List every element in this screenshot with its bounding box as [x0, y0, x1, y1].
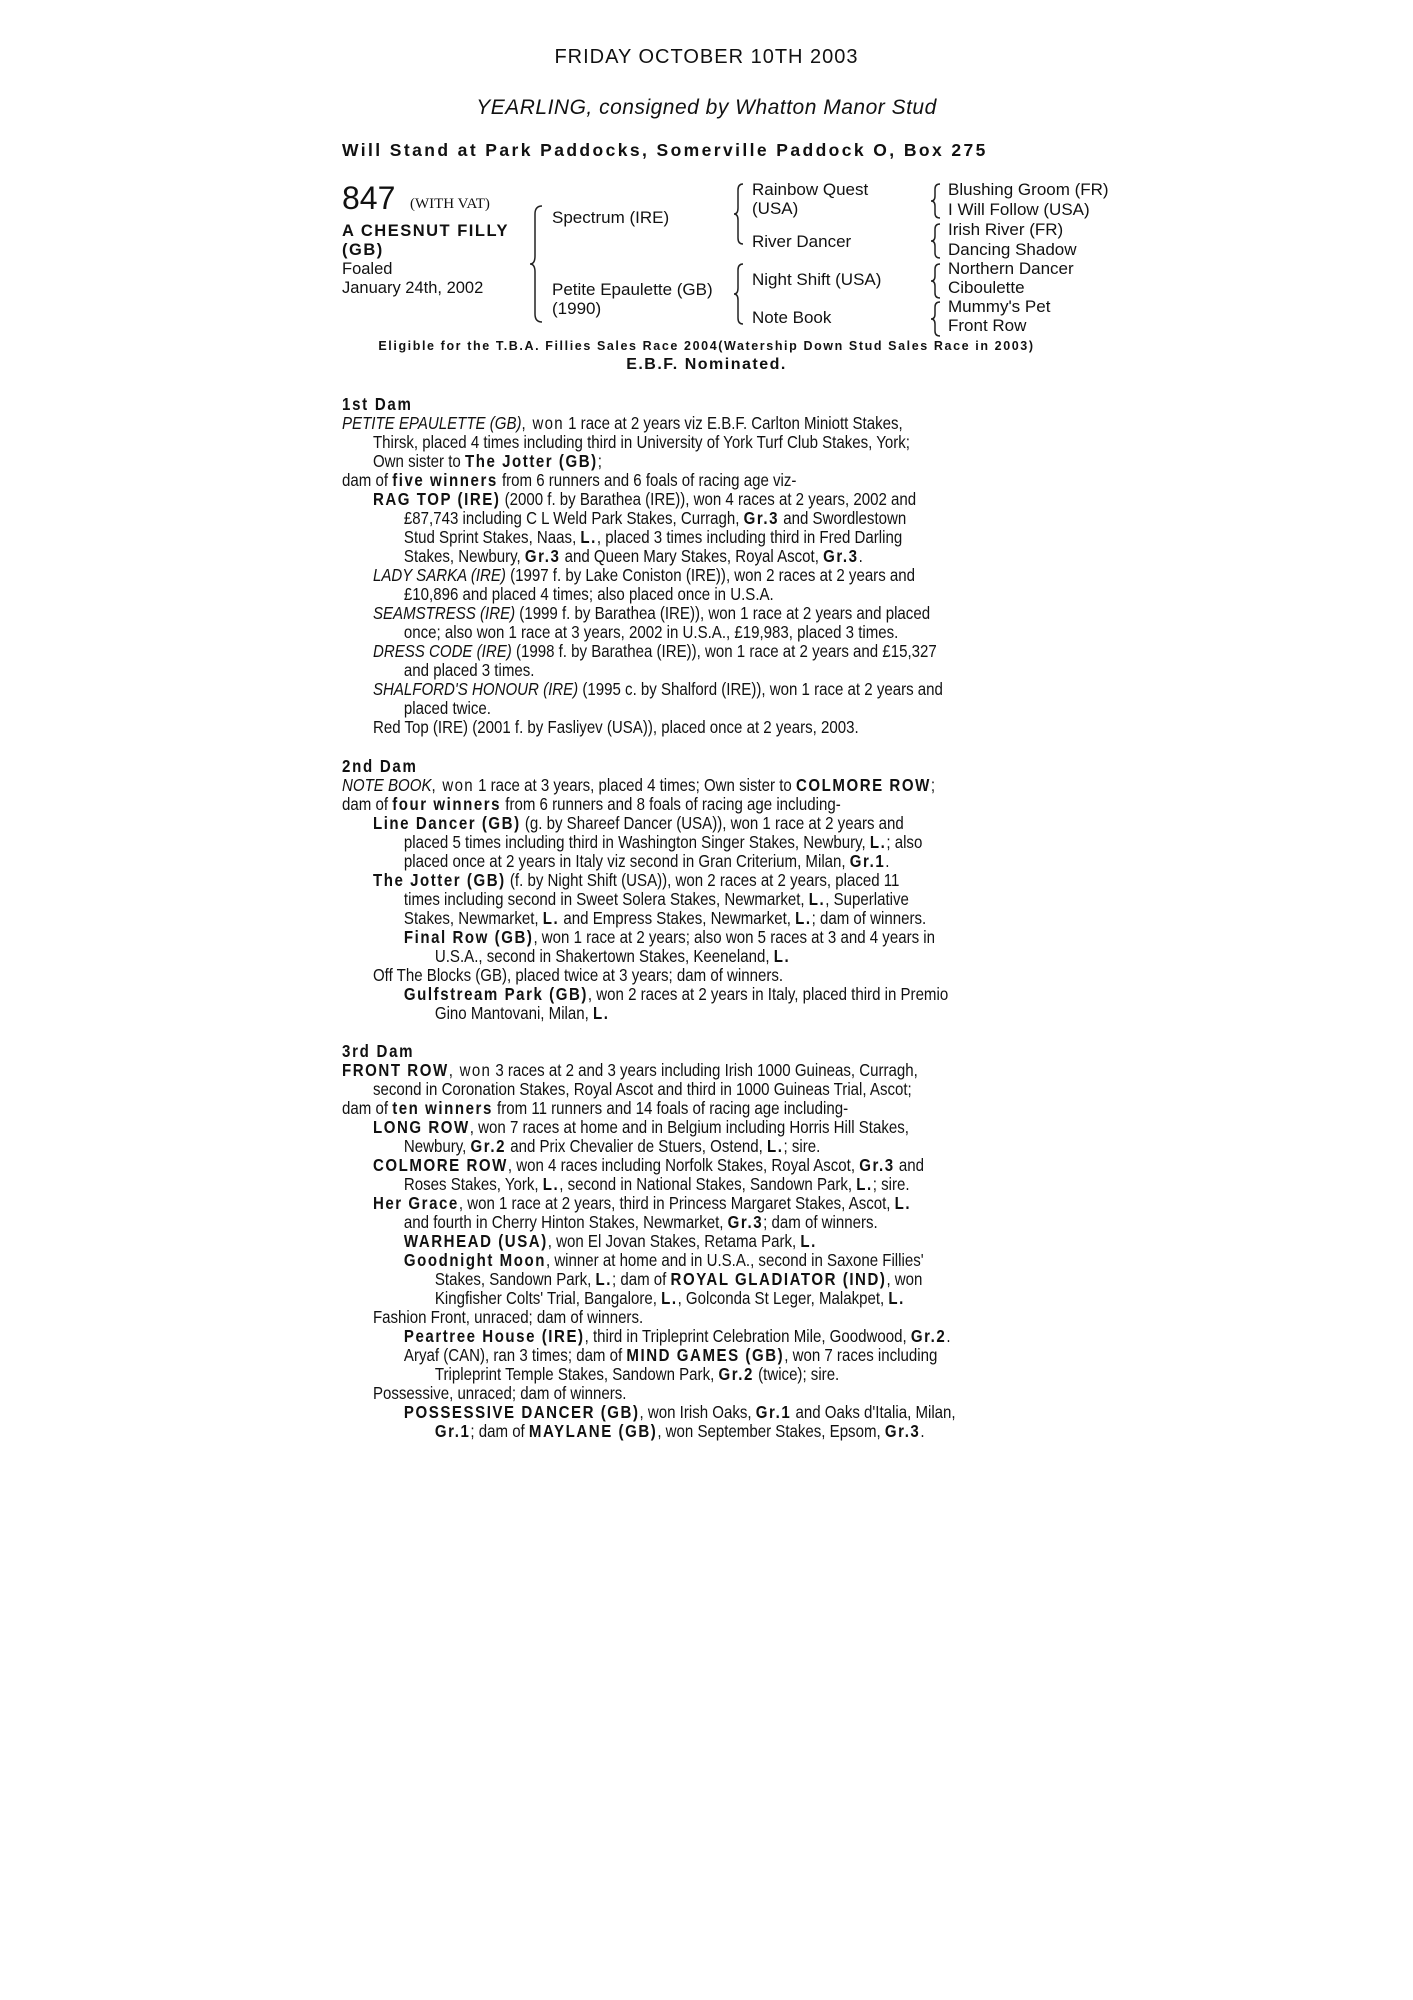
progeny-line: placed once at 2 years in Italy viz second in Gran Criterium, Milan, Gr.1. [403, 851, 890, 871]
pedigree-sire: Spectrum (IRE) [552, 208, 670, 227]
second-dam-section [342, 757, 1073, 1023]
first-dam-section [342, 395, 1073, 737]
second-dam-line: dam of four winners from 6 runners and 8 foals of racing age including- [342, 794, 841, 814]
lot-description [342, 222, 509, 298]
progeny-line: Red Top (IRE) (2001 f. by Fasliyev (USA)), placed once at 2 years, 2003. [372, 717, 859, 737]
second-dam-heading: 2nd Dam [342, 756, 418, 776]
second-dam-line: NOTE BOOK, won 1 race at 3 years, placed 4 times; Own sister to COLMORE ROW; [342, 775, 936, 795]
ebf-note: E.B.F. Nominated. [626, 356, 787, 373]
pedigree-brace-ss [930, 182, 944, 220]
progeny-line: Possessive, unraced; dam of winners. [372, 1383, 627, 1403]
lot-number: 847 [342, 180, 396, 216]
pedigree-brace-ds [930, 262, 944, 300]
pedigree-dam-dam: Note Book [752, 308, 832, 327]
pedigree-dam-name: Petite Epaulette (GB) [552, 280, 713, 299]
sale-date: FRIDAY OCTOBER 10TH 2003 [554, 46, 859, 68]
pedigree-brace-sd [930, 222, 944, 260]
pedigree-dam-brace [733, 262, 747, 326]
progeny-line: WARHEAD (USA), won El Jovan Stakes, Retama Park, L. [403, 1231, 817, 1251]
pedigree-ss-name: Rainbow Quest [752, 180, 869, 199]
progeny-line: and placed 3 times. [403, 660, 535, 680]
pedigree-sds: Irish River (FR) [948, 220, 1064, 239]
first-dam-line: dam of five winners from 6 runners and 6 foals of racing age viz- [342, 470, 797, 490]
progeny-line: Off The Blocks (GB), placed twice at 3 years; dam of winners. [372, 965, 784, 985]
progeny-line: placed twice. [403, 698, 491, 718]
foaled-date: January 24th, 2002 [342, 279, 484, 297]
first-dam-line: Own sister to The Jotter (GB); [372, 451, 602, 471]
progeny-line: Line Dancer (GB) (g. by Shareef Dancer (USA)), won 1 race at 2 years and [372, 813, 904, 833]
first-dam-heading: 1st Dam [342, 394, 413, 414]
progeny-line: and fourth in Cherry Hinton Stakes, Newmarket, Gr.3; dam of winners. [403, 1212, 878, 1232]
first-dam-line: PETITE EPAULETTE (GB), won 1 race at 2 years viz E.B.F. Carlton Miniott Stakes, [342, 413, 903, 433]
pedigree-ss-country: (USA) [752, 199, 799, 218]
third-dam-line: dam of ten winners from 11 runners and 14 foals of racing age including- [342, 1098, 849, 1118]
progeny-line: £10,896 and placed 4 times; also placed once in U.S.A. [403, 584, 774, 604]
first-dam-line: Thirsk, placed 4 times including third in University of York Turf Club Stakes, York; [372, 432, 911, 452]
pedigree-brace-dd [930, 300, 944, 338]
pedigree-dss: Northern Dancer [948, 259, 1074, 278]
progeny-line: LADY SARKA (IRE) (1997 f. by Lake Coniston (IRE)), won 2 races at 2 years and [372, 565, 916, 585]
pedigree-sire-sire [752, 180, 868, 218]
pedigree-dsd: Ciboulette [948, 278, 1025, 297]
pedigree-dam-year: (1990) [552, 299, 602, 318]
progeny-line: Roses Stakes, York, L., second in National Stakes, Sandown Park, L.; sire. [403, 1174, 910, 1194]
pedigree-dam-sire: Night Shift (USA) [752, 270, 882, 289]
progeny-line: Goodnight Moon, winner at home and in U.S.A., second in Saxone Fillies' [403, 1250, 924, 1270]
progeny-line: Stud Sprint Stakes, Naas, L., placed 3 times including third in Fred Darling [403, 527, 903, 547]
progeny-line: SEAMSTRESS (IRE) (1999 f. by Barathea (IRE)), won 1 race at 2 years and placed [372, 603, 931, 623]
third-dam-heading: 3rd Dam [342, 1041, 415, 1061]
progeny-line: Stakes, Newbury, Gr.3 and Queen Mary Stakes, Royal Ascot, Gr.3. [403, 546, 863, 566]
progeny-line: Tripleprint Temple Stakes, Sandown Park, Gr.2 (twice); sire. [434, 1364, 840, 1384]
progeny-line: POSSESSIVE DANCER (GB), won Irish Oaks, Gr.1 and Oaks d'Italia, Milan, [403, 1402, 956, 1422]
progeny-line: U.S.A., second in Shakertown Stakes, Keeneland, L. [434, 946, 791, 966]
progeny-line: RAG TOP (IRE) (2000 f. by Barathea (IRE)), won 4 races at 2 years, 2002 and [372, 489, 917, 509]
foaled-label: Foaled [342, 260, 393, 278]
pedigree-main-brace [530, 204, 550, 324]
progeny-line: Gulfstream Park (GB), won 2 races at 2 years in Italy, placed third in Premio [403, 984, 949, 1004]
progeny-line: Fashion Front, unraced; dam of winners. [372, 1307, 644, 1327]
progeny-line: Gino Mantovani, Milan, L. [434, 1003, 610, 1023]
progeny-line: placed 5 times including third in Washington Singer Stakes, Newbury, L.; also [403, 832, 923, 852]
pedigree-dds: Mummy's Pet [948, 297, 1051, 316]
third-dam-line: second in Coronation Stakes, Royal Ascot and third in 1000 Guineas Trial, Ascot; [372, 1079, 912, 1099]
pedigree-sss: Blushing Groom (FR) [948, 180, 1109, 199]
pedigree-sire-dam: River Dancer [752, 232, 852, 251]
consignor-line: YEARLING, consigned by Whatton Manor Stud [476, 96, 937, 119]
pedigree-sire-brace [733, 182, 747, 246]
progeny-line: SHALFORD'S HONOUR (IRE) (1995 c. by Shalford (IRE)), won 1 race at 2 years and [372, 679, 943, 699]
progeny-line: £87,743 including C L Weld Park Stakes, Curragh, Gr.3 and Swordlestown [403, 508, 907, 528]
progeny-line: The Jotter (GB) (f. by Night Shift (USA)), won 2 races at 2 years, placed 11 [372, 870, 900, 890]
progeny-line: Her Grace, won 1 race at 2 years, third in Princess Margaret Stakes, Ascot, L. [372, 1193, 912, 1213]
progeny-line: Kingfisher Colts' Trial, Bangalore, L., Golconda St Leger, Malakpet, L. [434, 1288, 905, 1308]
third-dam-section [342, 1042, 1073, 1441]
progeny-line: once; also won 1 race at 3 years, 2002 in U.S.A., £19,983, placed 3 times. [403, 622, 899, 642]
lot-sex: A CHESNUT FILLY [342, 222, 510, 240]
progeny-line: Stakes, Newmarket, L. and Empress Stakes, Newmarket, L.; dam of winners. [403, 908, 927, 928]
progeny-line: LONG ROW, won 7 races at home and in Belgium including Horris Hill Stakes, [372, 1117, 909, 1137]
progeny-line: Stakes, Sandown Park, L.; dam of ROYAL GLADIATOR (IND), won [434, 1269, 923, 1289]
progeny-line: Final Row (GB), won 1 race at 2 years; also won 5 races at 3 and 4 years in [403, 927, 935, 947]
progeny-line: times including second in Sweet Solera Stakes, Newmarket, L., Superlative [403, 889, 909, 909]
third-dam-line: FRONT ROW, won 3 races at 2 and 3 years including Irish 1000 Guineas, Curragh, [342, 1060, 918, 1080]
progeny-line: Peartree House (IRE), third in Tripleprint Celebration Mile, Goodwood, Gr.2. [403, 1326, 951, 1346]
progeny-line: Newbury, Gr.2 and Prix Chevalier de Stuers, Ostend, L.; sire. [403, 1136, 821, 1156]
stand-location: Will Stand at Park Paddocks, Somerville Paddock O, Box 275 [342, 140, 988, 160]
progeny-line: COLMORE ROW, won 4 races including Norfolk Stakes, Royal Ascot, Gr.3 and [372, 1155, 924, 1175]
pedigree-ddd: Front Row [948, 316, 1027, 335]
vat-note: (WITH VAT) [410, 196, 490, 212]
eligibility-note: Eligible for the T.B.A. Fillies Sales Race 2004(Watership Down Stud Sales Race in 2003) [378, 339, 1035, 353]
pedigree-sdd: Dancing Shadow [948, 240, 1077, 259]
pedigree-ssd: I Will Follow (USA) [948, 200, 1090, 219]
progeny-line: Aryaf (CAN), ran 3 times; dam of MIND GAMES (GB), won 7 races including [403, 1345, 938, 1365]
lot-country: (GB) [342, 241, 384, 259]
progeny-line: Gr.1; dam of MAYLANE (GB), won September Stakes, Epsom, Gr.3. [434, 1421, 925, 1441]
pedigree-dam [552, 280, 713, 318]
progeny-line: DRESS CODE (IRE) (1998 f. by Barathea (IRE)), won 1 race at 2 years and £15,327 [372, 641, 937, 661]
